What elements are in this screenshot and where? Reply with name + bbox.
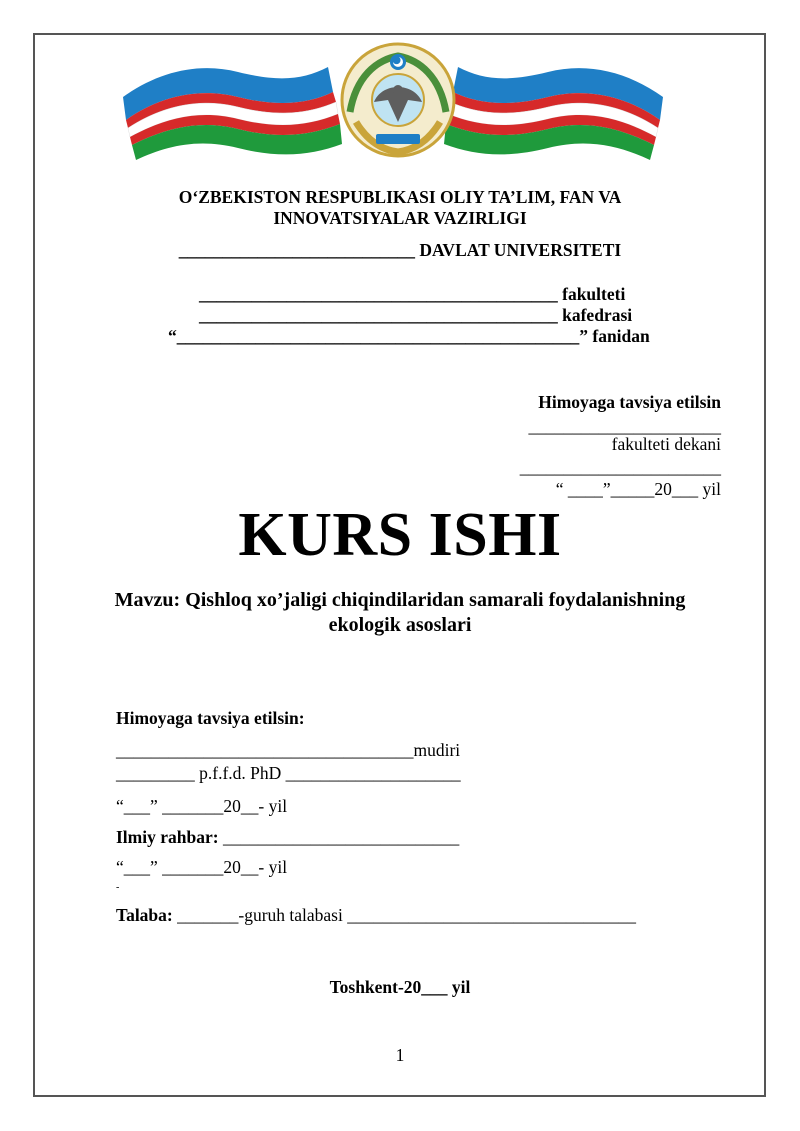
- faculty-line: _________________________________________ fakulteti: [199, 284, 626, 304]
- approval-date-2: “___” _______20__- yil: [116, 857, 288, 877]
- topic-line-2: ekologik asoslari: [328, 614, 472, 636]
- uzbekistan-emblem-icon: [342, 44, 454, 156]
- department-line: _________________________________________ kafedrasi: [199, 305, 633, 325]
- university-line: ___________________________ DAVLAT UNIVERSITETI: [178, 240, 622, 260]
- supervisor-label: Ilmiy rahbar:: [116, 827, 219, 847]
- city-year: Toshkent-20___ yil: [329, 977, 471, 997]
- supervisor-row: [116, 827, 459, 848]
- stray-dash: -: [116, 882, 120, 893]
- left-flag-icon: [123, 67, 342, 160]
- topic-line-1: Mavzu: Qishloq xo’jaligi chiqindilaridan samarali foydalanishning: [114, 589, 686, 611]
- student-label: Talaba:: [116, 905, 173, 925]
- dean-label: fakulteti dekani: [611, 434, 721, 454]
- ministry-line-2: INNOVATSIYALAR VAZIRLIGI: [273, 208, 527, 228]
- approval-heading-left: Himoyaga tavsiya etilsin:: [116, 708, 305, 728]
- department-head-line: __________________________________mudiri: [116, 740, 461, 760]
- supervisor-line: ___________________________: [218, 827, 460, 847]
- approval-date-1: “___” _______20__- yil: [116, 796, 288, 816]
- state-emblem-banner: [118, 42, 678, 160]
- approval-heading-right: Himoyaga tavsiya etilsin: [538, 392, 721, 412]
- page-number: 1: [395, 1045, 405, 1065]
- degree-line: _________ p.f.f.d. PhD ____________________: [116, 763, 461, 783]
- approval-signature-line: ______________________: [528, 416, 721, 436]
- approval-date-right: “ ____”_____20___ yil: [555, 479, 721, 499]
- topic: [0, 588, 800, 638]
- ministry-name: [0, 187, 800, 229]
- dean-signature-line: _______________________: [519, 457, 721, 477]
- subject-line: “______________________________________________” fanidan: [168, 326, 650, 346]
- student-line: _______-guruh talabasi _________________________________: [172, 905, 636, 925]
- ministry-line-1: O‘ZBEKISTON RESPUBLIKASI OLIY TA’LIM, FAN VA: [178, 187, 622, 207]
- student-row: [116, 905, 636, 926]
- document-title: KURS ISHI: [238, 501, 562, 569]
- right-flag-icon: [444, 67, 663, 160]
